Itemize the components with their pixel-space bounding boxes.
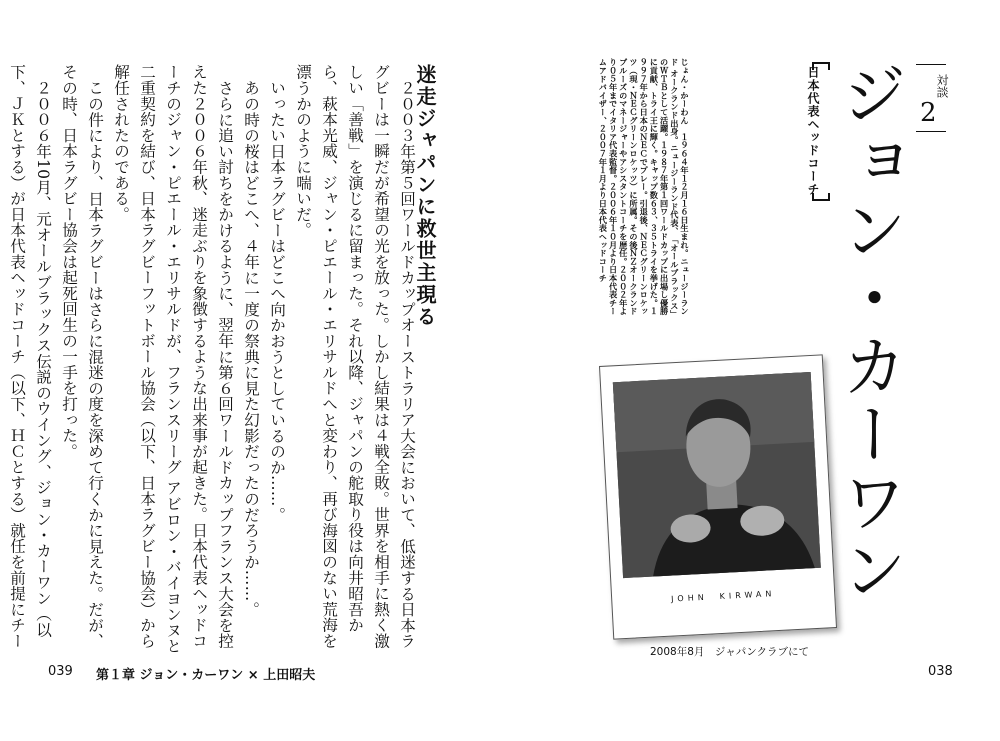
profile-text: じょん・かーわん １９６４年１２月１６日生まれ。ニュージーランド オークランド出身。ニュージーランド代表、「オールブラックス」のＷＴＢとして活躍。１９８７年第１回ワールドカップに出場し優勝に貢献、トライ王に輝く。キャップ数６３、３５トライを挙げた。１９９７年から日本のＮＥＣでプレー。引退後、ＮＥＣグリーンロケッツ（現・ＮＥＣグリーンロケッツ）に所属。その後ＮＺオークランドブルーズのマネージャーやアシスタントコーチを歴任。２００２年より０５年までイタリア代表監督。２００６年１０月より日本代表チームアドバイザー、２００７年１月より日本代表ヘッドコーチ bbox=[598, 58, 690, 316]
page-number-right: 038 bbox=[928, 664, 953, 679]
portrait-photo bbox=[613, 372, 821, 578]
paragraph: ２００３年第５回ワールドカップオーストラリア大会において、低迷する日本ラグビーは一瞬だが希望の光を放った。しかし結果は４戦全敗。世界を相手に熱く激しい「善戦」を演じるに留まった。それ以降、ジャパンの舵取り役は向井昭吾から、萩本光威、ジャン・ピエール・エリサルドへと変わり、再び海図のない荒海を漂うかのように喘いだ。 bbox=[294, 64, 416, 649]
interviewee-name: ジョン・カーワン bbox=[830, 60, 907, 604]
taidan-number: 2 bbox=[920, 98, 937, 128]
taidan-label: 対談 bbox=[935, 74, 949, 98]
photo-caption: 2008年8月 ジャパンクラブにて bbox=[650, 646, 809, 658]
subtitle: 日本代表ヘッドコーチ bbox=[806, 66, 820, 196]
page-number-left: 039 bbox=[48, 664, 73, 679]
paragraph: ２００６年10月、元オールブラックス伝説のウイング、ジョン・カーワン（以下、ＪＫとする）が日本代表ヘッドコーチ（以下、ＨＣとする）就任を前提にチー bbox=[8, 64, 52, 649]
paragraph: あの時の桜はどこへ、４年に一度の祭典に見た幻影だったのだろうか……。 bbox=[242, 79, 260, 617]
paragraph: さらに追い討ちをかけるように、翌年に第６回ワールドカップフランス大会を控えた２００６年秋、迷走ぶりを象徴するような出来事が起きた。日本代表ヘッドコーチのジャン・ピエール・エリサルドが、フランスリーグ アビロン・バイヨンヌと二重契約を結び、日本ラグビーフットボール協会（以下、日本ラグビー協会）から解任されたのである。 bbox=[112, 64, 234, 654]
photo-label: JOHN KIRWAN bbox=[670, 589, 776, 604]
headline: 迷走ジャパンに救世主現る bbox=[413, 64, 437, 328]
body-text bbox=[8, 64, 420, 654]
bracket-bottom bbox=[812, 193, 830, 201]
paragraph: いったい日本ラグビーはどこへ向かおうとしているのか……。 bbox=[268, 79, 286, 522]
running-head: 第１章 ジョン・カーワン × 上田昭夫 bbox=[96, 668, 316, 683]
polaroid-photo bbox=[599, 354, 837, 639]
paragraph: この件により、日本ラグビーはさらに混迷の度を深めて行くかに見えた。だが、その時、日本ラグビー協会は起死回生の一手を打った。 bbox=[60, 64, 104, 649]
